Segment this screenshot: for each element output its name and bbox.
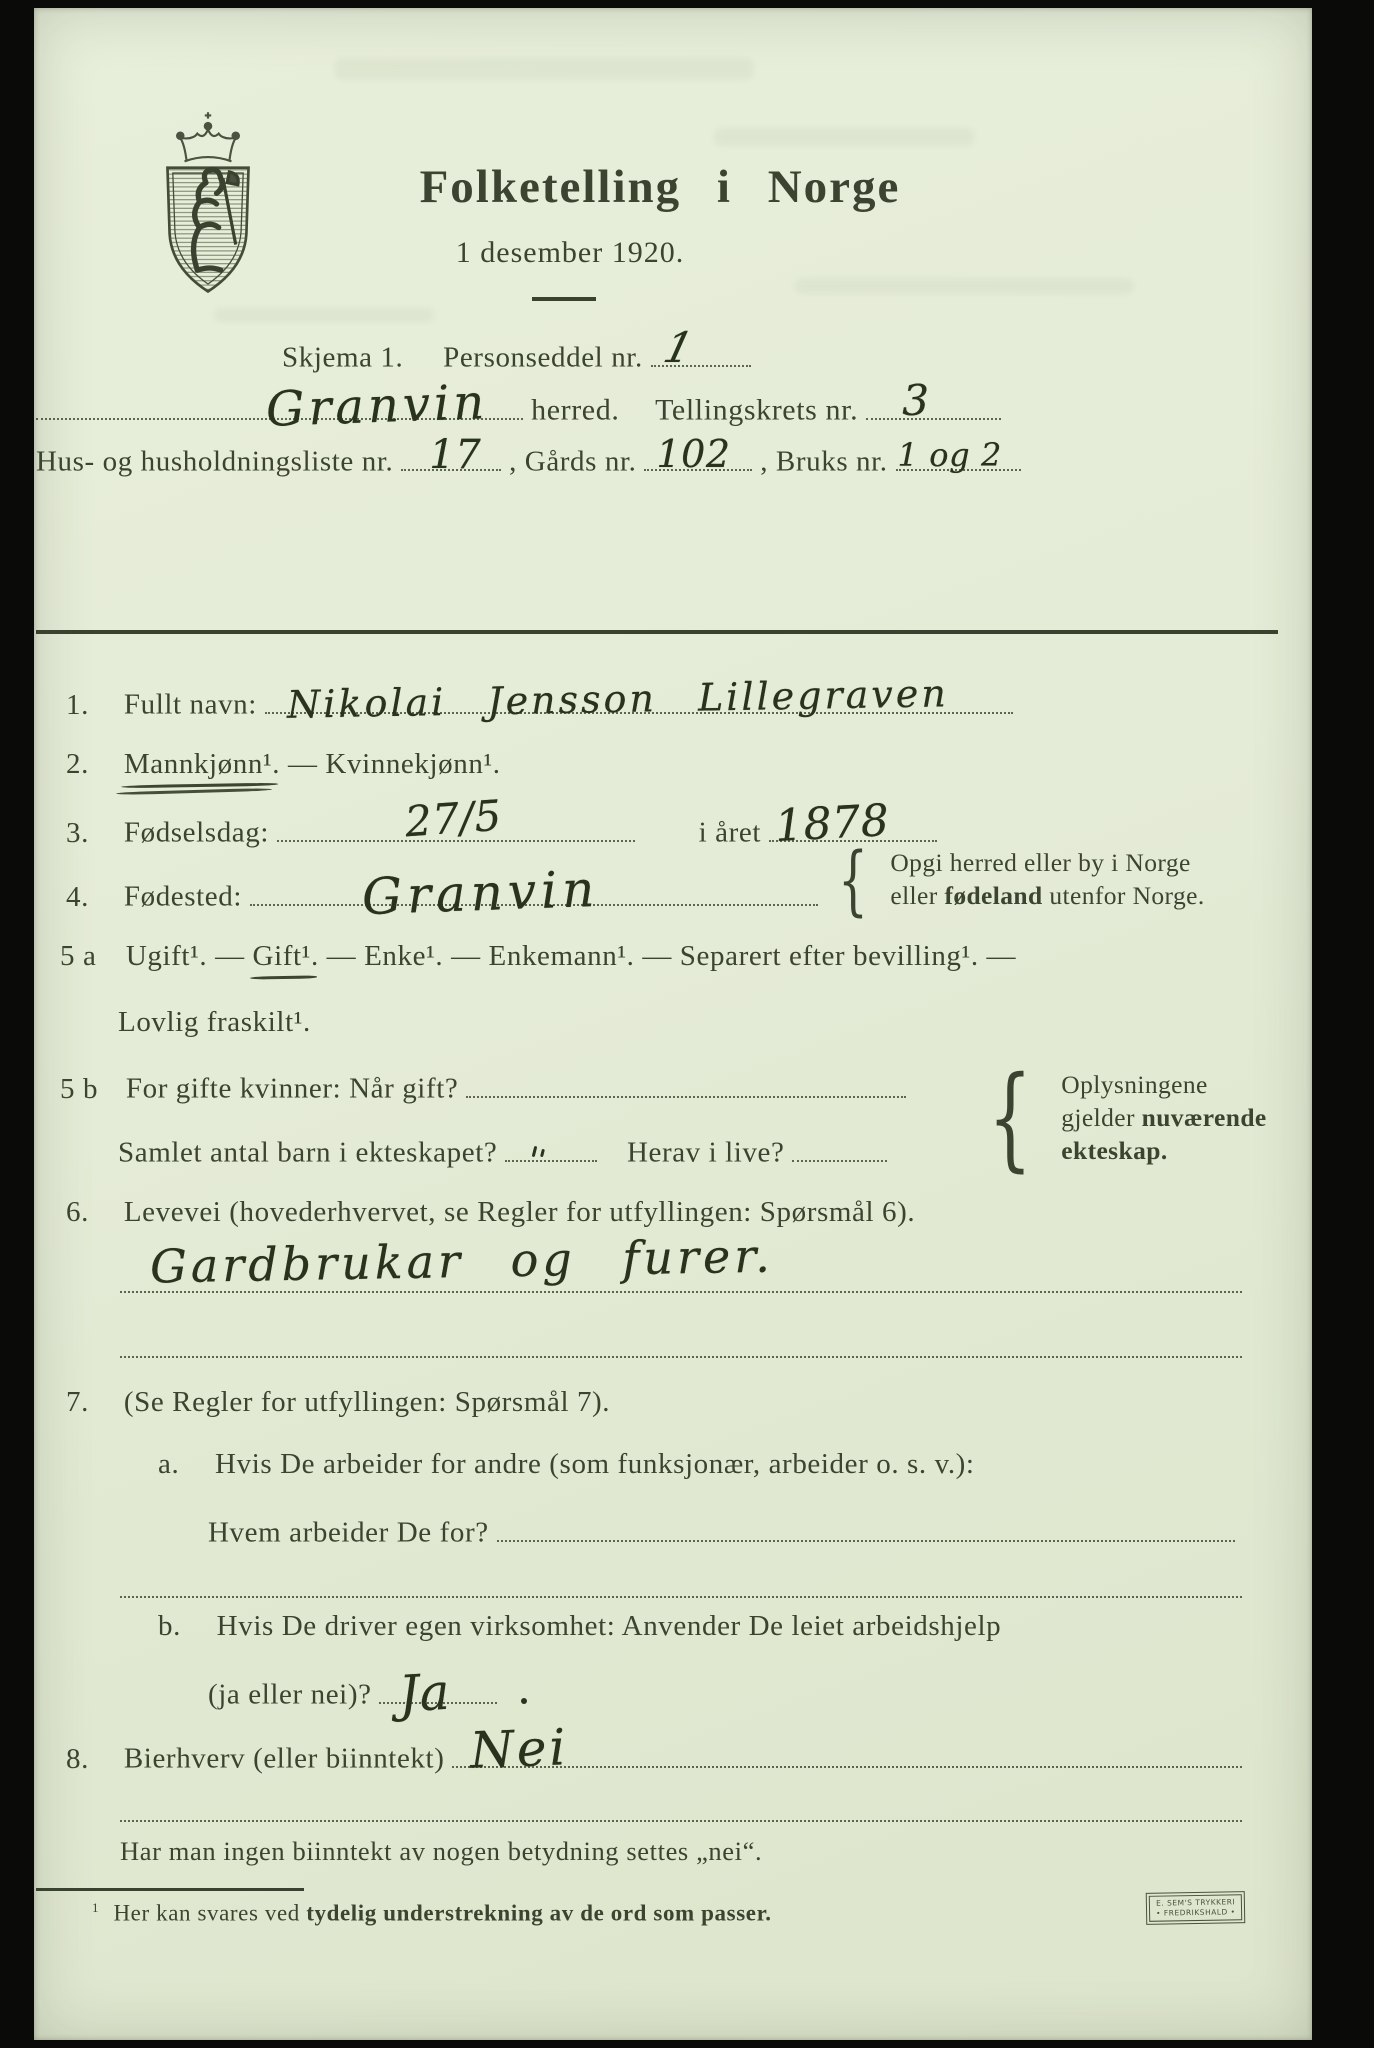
question-7b-line2 (208, 1662, 527, 1723)
bruks-handwritten: 1 og 2 (897, 435, 1002, 474)
gift-underlined: Gift¹. (252, 940, 319, 972)
husliste-handwritten: 17 (429, 431, 482, 478)
question-5b-line2 (118, 1132, 887, 1170)
year-handwritten: 1878 (773, 794, 891, 852)
bruks-field (896, 435, 1021, 474)
printer-mark (1146, 1891, 1246, 1925)
question-1-label: Fullt navn: (123, 688, 257, 721)
question-6-number: 6. (66, 1196, 89, 1228)
herred-handwritten: Granvin (265, 373, 490, 438)
question-5b-line1: For gifte kvinner: Når gift? (125, 1072, 459, 1105)
question-4-number: 4. (66, 880, 89, 913)
personseddel-handwritten: 1 (658, 322, 699, 372)
footnote-divider (36, 1888, 304, 1891)
question-2-row (66, 748, 501, 781)
question-7a-row (158, 1448, 975, 1481)
question-1-number: 1. (66, 688, 89, 721)
footnote-marker: 1 (92, 1900, 100, 1915)
question-5a-row (60, 940, 1016, 973)
question-7a-letter: a. (158, 1448, 180, 1480)
ja-nei-field (379, 1662, 497, 1723)
question-5a-number: 5 a (60, 940, 97, 972)
ekteskap-note-line1: Oplysningene (1061, 1070, 1208, 1099)
hvem-arbeider-field (497, 1512, 1235, 1542)
pen-dot (521, 1698, 527, 1704)
year-label: i året (698, 816, 761, 849)
question-7b-text: Hvis De driver egen virksomhet: Anvender De leiet arbeidshjelp (216, 1610, 1002, 1642)
question-2-rest: — Kvinnekjønn¹. (287, 748, 501, 780)
tellingskrets-handwritten: 3 (902, 375, 930, 425)
gaards-label: , Gårds nr. (509, 445, 637, 478)
bleed-through-smudge (214, 308, 434, 322)
barn-label: Samlet antal barn i ekteskapet? (118, 1136, 498, 1169)
skjema-line (282, 322, 751, 375)
question-5a-line2: Lovlig fraskilt¹. (118, 1006, 311, 1038)
question-5b-row (60, 1068, 906, 1106)
fodested-note-line2-bold: fødeland (944, 881, 1043, 910)
fullt-navn-handwritten: Nikolai Jensson Lillegraven (286, 670, 949, 727)
question-4-row (66, 859, 818, 926)
brace-icon: { (838, 835, 868, 924)
title-divider (532, 297, 596, 301)
herred-label: herred. (531, 393, 620, 427)
question-5b-number: 5 b (60, 1072, 99, 1105)
question-6-label: Levevei (hovederhvervet, se Regler for utfyllingen: Spørsmål 6). (123, 1196, 916, 1228)
printer-name: E. SEM'S TRYKKERI (1156, 1897, 1236, 1908)
question-7-label: (Se Regler for utfyllingen: Spørsmål 7). (123, 1386, 611, 1418)
bleed-through-smudge (794, 278, 1134, 294)
question-2-number: 2. (66, 748, 89, 780)
question-8-number: 8. (66, 1742, 89, 1775)
question-7-number: 7. (66, 1386, 89, 1418)
blank-answer-line (120, 1596, 1242, 1598)
ekteskap-instruction (988, 1053, 1267, 1183)
question-1-row (66, 670, 1013, 727)
bierhverv-handwritten: Nei (469, 1717, 570, 1780)
fodested-note-line2-post: utenfor Norge. (1042, 881, 1205, 910)
question-6-row (66, 1196, 915, 1229)
question-3-number: 3. (66, 816, 89, 849)
page-subtitle: 1 desember 1920. (455, 236, 685, 269)
barn-field (505, 1132, 597, 1162)
question-7a-text: Hvis De arbeider for andre (som funksjonær, arbeider o. s. v.): (215, 1448, 975, 1480)
ink-mark (533, 1145, 551, 1157)
question-7b-letter: b. (158, 1610, 181, 1642)
question-4-label: Fødested: (123, 880, 243, 913)
question-8-row (66, 1717, 1242, 1780)
fodested-note-line2-pre: eller (890, 881, 945, 910)
district-line (36, 373, 1001, 438)
husliste-field (401, 431, 501, 478)
ilive-label: Herav i live? (626, 1136, 785, 1169)
fodested-handwritten: Granvin (360, 859, 601, 926)
footnote (92, 1900, 772, 1927)
ekteskap-note-line3: ekteskap. (1061, 1136, 1168, 1165)
levevei-handwritten: Gardbrukar og furer. (149, 1228, 775, 1294)
gaards-field (644, 431, 752, 476)
ja-nei-handwritten: Ja (397, 1662, 452, 1723)
fullt-navn-field (265, 670, 1013, 727)
ilive-field (792, 1132, 887, 1162)
footer-note: Har man ingen biinntekt av nogen betydning settes „nei“. (120, 1836, 763, 1866)
question-3-row (66, 790, 937, 852)
question-7b-row (158, 1610, 1001, 1643)
personseddel-label: Personseddel nr. (443, 341, 643, 374)
question-7a-line2 (208, 1512, 1235, 1550)
question-5a-post: — Enke¹. — Enkemann¹. — Separert efter bevilling¹. — (326, 940, 1017, 972)
bleed-through-smudge (714, 128, 974, 146)
tellingskrets-field (866, 375, 1001, 425)
hvem-arbeider-label: Hvem arbeider De for? (208, 1516, 489, 1549)
herred-field (36, 373, 523, 438)
ekteskap-note-line2-pre: gjelder (1061, 1103, 1142, 1132)
norway-coat-of-arms-icon (152, 108, 264, 300)
mannkjonn-underlined: Mannkjønn¹. (123, 748, 281, 780)
question-5a-pre: Ugift¹. — (125, 940, 253, 972)
bierhverv-field (452, 1717, 1242, 1780)
brace-icon: { (988, 1053, 1033, 1183)
printer-city: • FREDRIKSHALD • (1156, 1907, 1236, 1918)
question-8-label: Bierhverv (eller biinntekt) (123, 1742, 445, 1775)
question-7-row (66, 1386, 610, 1419)
bruks-label: , Bruks nr. (760, 445, 888, 478)
footnote-bold: tydelig understrekning av de ord som passer. (306, 1900, 772, 1926)
blank-answer-line (120, 1820, 1242, 1822)
husliste-label: Hus- og husholdningsliste nr. (36, 445, 394, 478)
page-title: Folketelling i Norge (419, 161, 901, 213)
fodested-instruction (838, 835, 1205, 924)
footnote-pre: Her kan svares ved (113, 1900, 307, 1926)
naar-gift-field (466, 1068, 906, 1098)
fodselsdag-field (277, 790, 635, 846)
skjema-label: Skjema 1. (282, 341, 404, 374)
section-divider (36, 630, 1278, 634)
question-3-label: Fødselsdag: (123, 816, 270, 849)
fodested-field (250, 859, 818, 926)
gaards-handwritten: 102 (656, 431, 731, 476)
ekteskap-note-line2-bold: nuværende (1141, 1103, 1267, 1132)
fodested-note-line1: Opgi herred eller by i Norge (890, 848, 1191, 877)
household-line (36, 431, 1021, 479)
bleed-through-smudge (334, 58, 754, 80)
fodselsdag-handwritten: 27/5 (403, 790, 504, 846)
tellingskrets-label: Tellingskrets nr. (655, 393, 859, 427)
personseddel-field (651, 322, 751, 372)
blank-answer-line (120, 1356, 1242, 1358)
levevei-answer-line (120, 1291, 1242, 1293)
ja-nei-label: (ja eller nei)? (208, 1678, 372, 1711)
